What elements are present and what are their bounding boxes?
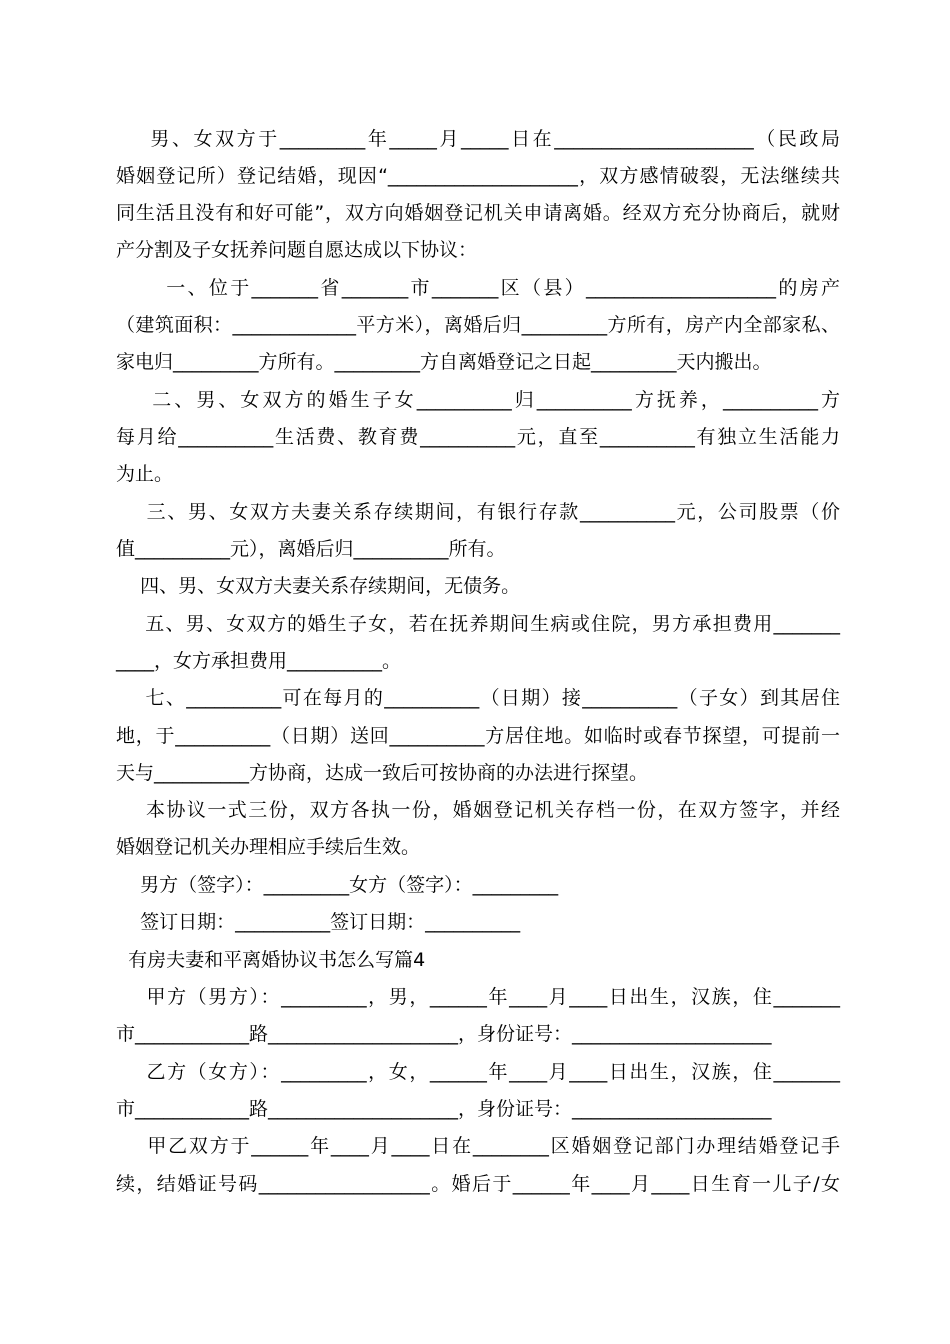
clause-7-line: 天与__________方协商，达成一致后可按协商的办法进行探望。 bbox=[116, 762, 649, 784]
paragraph-line: 同生活且没有和好可能”，双方向婚姻登记机关申请离婚。经双方充分协商后，就财 bbox=[116, 202, 840, 224]
date-line: 签订日期：__________签订日期：__________ bbox=[116, 911, 521, 933]
paragraph-line: 甲乙双方于______年____月____日在________区婚姻登记部门办理结婚登记手 bbox=[116, 1135, 840, 1157]
clause-7-line: 七、__________可在每月的__________（日期）接__________（子女）到其居住 bbox=[116, 687, 840, 709]
clause-1-line: （建筑面积：_____________平方米），离婚后归_________方所有，房产内全部家私、 bbox=[116, 314, 840, 336]
party-b-line: 市____________路____________________，身份证号：_____________________ bbox=[116, 1098, 772, 1120]
closing-line: 婚姻登记机关办理相应手续后生效。 bbox=[116, 836, 421, 858]
clause-1-line: 一、位于_______省_______市_______区（县）____________________的房产 bbox=[116, 277, 840, 299]
signature-line: 男方（签字）：_________女方（签字）：_________ bbox=[116, 874, 559, 896]
clause-4-line: 四、男、女双方夫妻关系存续期间，无债务。 bbox=[116, 575, 521, 597]
paragraph-line: 产分割及子女抚养问题自愿达成以下协议： bbox=[116, 239, 478, 261]
clause-5-line: ____，女方承担费用__________。 bbox=[116, 650, 402, 672]
closing-line: 本协议一式三份，双方各执一份，婚姻登记机关存档一份，在双方签字，并经 bbox=[116, 799, 840, 821]
clause-2-line: 为止。 bbox=[116, 463, 174, 485]
paragraph-line: 婚姻登记所）登记结婚，现因“____________________，双方感情破裂，无法继续共 bbox=[116, 165, 840, 187]
clause-2-line: 每月给__________生活费、教育费__________元，直至__________有独立生活能力 bbox=[116, 426, 840, 448]
clause-5-line: 五、男、女双方的婚生子女，若在抚养期间生病或住院，男方承担费用_______ bbox=[116, 613, 840, 635]
party-b-line: 乙方（女方）：_________，女，______年____月____日出生，汉族，住_______ bbox=[116, 1061, 840, 1083]
clause-2-line: 二、男、女双方的婚生子女__________归__________方抚养，__________方 bbox=[116, 389, 840, 411]
paragraph-line: 续，结婚证号码__________________。婚后于______年____月____日生育一儿子/女 bbox=[116, 1173, 840, 1195]
clause-7-line: 地，于__________（日期）送回__________方居住地。如临时或春节探望，可提前一 bbox=[116, 725, 840, 747]
party-a-line: 甲方（男方）：_________，男，______年____月____日出生，汉族，住_______ bbox=[116, 986, 840, 1008]
section-heading: 有房夫妻和平离婚协议书怎么写篇4 bbox=[116, 949, 426, 971]
party-a-line: 市____________路____________________，身份证号：_____________________ bbox=[116, 1023, 772, 1045]
clause-3-line: 值__________元），离婚后归__________所有。 bbox=[116, 538, 506, 560]
clause-3-line: 三、男、女双方夫妻关系存续期间，有银行存款__________元，公司股票（价 bbox=[116, 501, 840, 523]
paragraph-line: 男、女双方于_________年_____月_____日在_____________________（民政局 bbox=[116, 128, 840, 150]
clause-1-line: 家电归_________方所有。_________方自离婚登记之日起_________天内搬出。 bbox=[116, 351, 772, 373]
